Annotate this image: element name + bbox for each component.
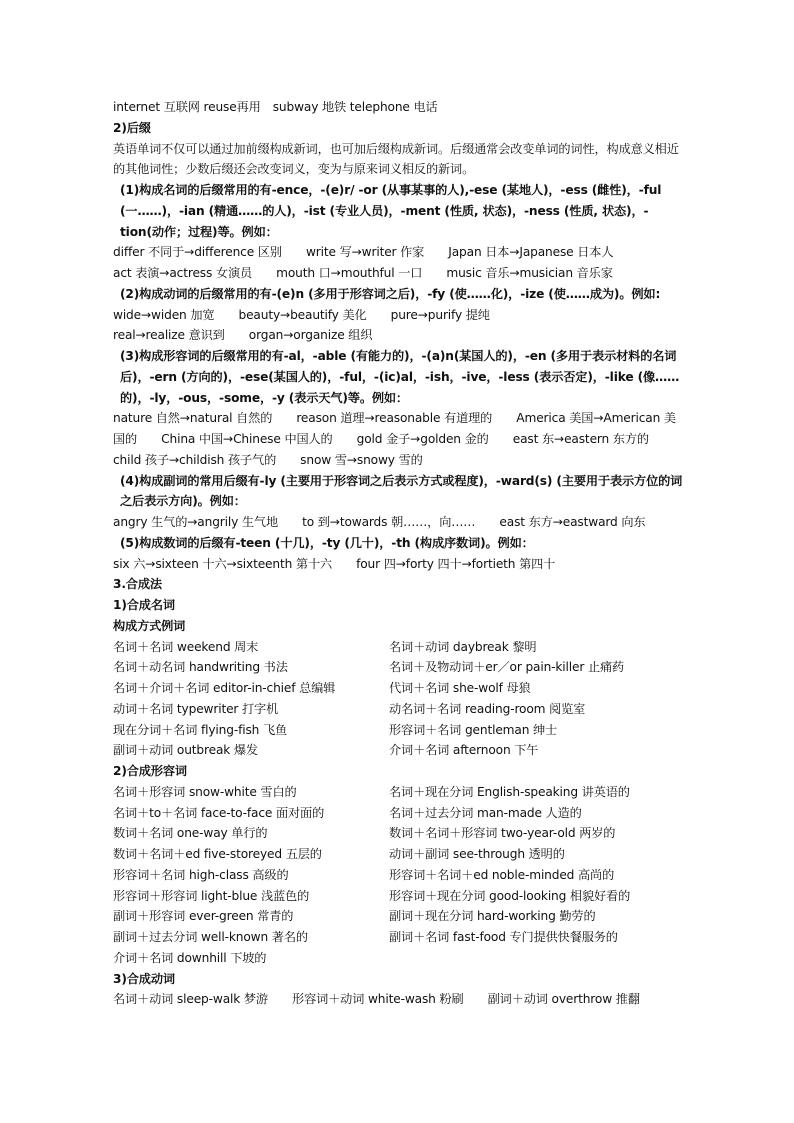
table-cell: 形容词＋形容词 light-blue 浅蓝色的 xyxy=(113,888,310,903)
table-cell: 副词＋动词 outbreak 爆发 xyxy=(113,743,258,758)
table-row xyxy=(113,699,685,720)
table-row xyxy=(113,740,685,761)
table-cell: 副词＋名词 fast-food 专门提供快餐服务的 xyxy=(389,930,618,944)
table-cell: 动词＋名词 typewriter 打字机 xyxy=(113,701,279,716)
table-row xyxy=(113,823,685,844)
table-cell: 代词＋名词 she-wolf 母狼 xyxy=(389,681,531,695)
table-cell: 副词＋现在分词 hard-working 勤劳的 xyxy=(389,909,596,924)
table-row xyxy=(113,886,685,907)
table-row xyxy=(113,637,685,658)
table-row xyxy=(113,720,685,741)
table-row xyxy=(113,782,685,803)
table-row xyxy=(113,657,685,678)
subsection-heading: 1)合成名词 xyxy=(113,598,175,612)
table-cell: 介词＋名词 downhill 下坡的 xyxy=(113,950,267,965)
example-line: act 表演→actress 女演员 mouth 口→mouthful 一口 music 音乐→musician 音乐家 xyxy=(113,266,613,280)
table-cell: 形容词＋名词＋ed noble-minded 高尚的 xyxy=(389,867,615,882)
table-cell: 数词＋名词 one-way 单行的 xyxy=(113,826,268,841)
table-cell: 形容词＋名词 gentleman 绅士 xyxy=(389,722,558,737)
table-cell: 动名词＋名词 reading-room 阅览室 xyxy=(389,701,586,716)
section-heading: 3.合成法 xyxy=(113,577,162,592)
table-cell: 名词＋及物动词＋er／or pain-killer 止痛药 xyxy=(389,660,625,675)
example-paragraph: angry 生气的→angrily 生气地 to 到→towards 朝……，向…… east 东方→eastward 向东 xyxy=(113,515,646,529)
table-cell: 名词＋现在分词 English-speaking 讲英语的 xyxy=(389,784,630,799)
table-cell: 数词＋名词＋形容词 two-year-old 两岁的 xyxy=(389,826,616,841)
rule-paragraph: (3)构成形容词的后缀常用的有-al，-able (有能力的)，-(a)n(某国人的)，-en (多用于表示材料的名词后)，-ern (方向的)，-ese(某国人的)，-ful，-(ic)al，-ish，-ive，-less (表示否定)，-like (像……的)，-ly，-ous，-some，-y (表示天气)等。例如： xyxy=(120,349,680,405)
table-row xyxy=(113,678,685,699)
table-cell: 形容词＋名词 high-class 高级的 xyxy=(113,867,289,882)
table-cell: 副词＋过去分词 well-known 著名的 xyxy=(113,930,308,944)
example-line: real→realize 意识到 organ→organize 组织 xyxy=(113,328,373,343)
example-line: six 六→sixteen 十六→sixteenth 第十六 four 四→forty 四十→fortieth 第四十 xyxy=(113,556,556,571)
table-cell: 名词＋名词 weekend 周末 xyxy=(113,639,259,654)
table-cell: 名词＋过去分词 man-made 人造的 xyxy=(389,805,582,820)
table-row xyxy=(113,844,685,865)
rule-paragraph: (5)构成数词的后缀有-teen (十几)，-ty (几十)，-th (构成序数词)。例如： xyxy=(120,535,534,550)
example-line: wide→widen 加宽 beauty→beautify 美化 pure→purify 提纯 xyxy=(113,307,490,322)
rule-paragraph: (4)构成副词的常用后缀有-ly (主要用于形容词之后表示方式或程度)，-ward(s) (主要用于表示方位的词之后表示方向)。例如： xyxy=(120,473,683,509)
table-cell: 副词＋形容词 ever-green 常青的 xyxy=(113,909,294,924)
compound-adjective-table xyxy=(113,782,685,969)
paragraph: 英语单词不仅可以通过加前缀构成新词，也可加后缀构成新词。后缀通常会改变单词的词性，构成意义相近的其他词性；少数后缀还会改变词义，变为与原来词义相反的新词。 xyxy=(113,141,679,177)
table-row xyxy=(113,803,685,824)
subsection-heading: 2)合成形容词 xyxy=(113,764,187,778)
document-page xyxy=(113,97,685,1010)
example-paragraph: nature 自然→natural 自然的 reason 道理→reasonable 有道理的 America 美国→American 美国的 China 中国→Chinese 中国人的 gold 金子→golden 金的 east 东→eastern 东方的 child 孩子→childish 孩子气的 snow 雪→snowy 雪的 xyxy=(113,411,676,467)
table-cell: 名词＋动词 daybreak 黎明 xyxy=(389,639,537,654)
example-line: differ 不同于→difference 区别 write 写→writer 作家 Japan 日本→Japanese 日本人 xyxy=(113,245,614,260)
text-line: internet 互联网 reuse再用 subway 地铁 telephone 电话 xyxy=(113,100,438,114)
compound-noun-table xyxy=(113,637,685,762)
table-cell: 名词＋形容词 snow-white 雪白的 xyxy=(113,784,297,799)
table-cell: 形容词＋现在分词 good-looking 相貌好看的 xyxy=(389,888,631,903)
rule-paragraph: (1)构成名词的后缀常用的有-ence，-(e)r/ -or (从事某事的人),-ese (某地人)，-ess (雌性)，-ful (一……)，-ian (精通……的人)，-ist (专业人员)，-ment (性质, 状态)，-ness (性质, 状态)，-tion(动作；过程)等。例如： xyxy=(120,183,662,239)
subsection-heading: 3)合成动词 xyxy=(113,971,175,986)
table-row xyxy=(113,927,685,948)
rule-paragraph: (2)构成动词的后缀常用的有-(e)n (多用于形容词之后)，-fy (使……化)，-ize (使……成为)。例如: xyxy=(120,286,661,301)
table-cell: 动词＋副词 see-through 透明的 xyxy=(389,847,565,861)
table-cell: 现在分词＋名词 flying-fish 飞鱼 xyxy=(113,722,288,737)
table-cell: 名词＋to＋名词 face-to-face 面对面的 xyxy=(113,805,325,820)
section-heading: 2)后缀 xyxy=(113,120,151,135)
table-cell: 名词＋动名词 handwriting 书法 xyxy=(113,660,288,675)
example-line: 名词＋动词 sleep-walk 梦游 形容词＋动词 white-wash 粉刷 副词＋动词 overthrow 推翻 xyxy=(113,992,640,1007)
table-row xyxy=(113,865,685,886)
table-row xyxy=(113,906,685,927)
table-cell: 名词＋介词＋名词 editor-in-chief 总编辑 xyxy=(113,681,336,695)
table-cell: 数词＋名词＋ed five-storeyed 五层的 xyxy=(113,847,322,861)
table-row xyxy=(113,948,685,969)
table-cell: 介词＋名词 afternoon 下午 xyxy=(389,743,539,758)
table-header: 构成方式例词 xyxy=(113,618,186,633)
